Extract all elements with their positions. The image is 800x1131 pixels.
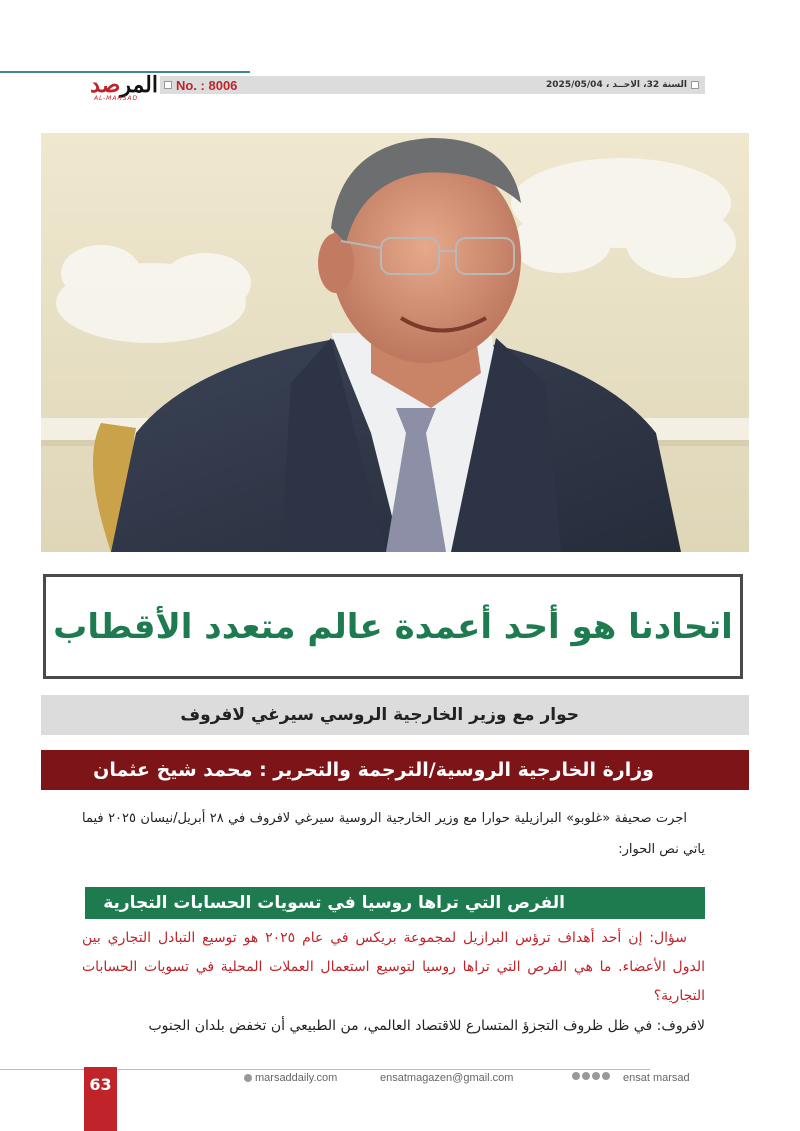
article-title-box bbox=[43, 574, 743, 679]
question-paragraph bbox=[82, 924, 705, 1011]
article-author: وزارة الخارجية الروسية/الترجمة والتحرير : محمد شيخ عثمان bbox=[93, 759, 654, 781]
answer-text: لافروف: في ظل ظروف التجزؤ المتسارع للاقتصاد العالمي، من الطبيعي أن تخفض بلدان الجنوب bbox=[148, 1018, 705, 1034]
footer-website[interactable] bbox=[244, 1072, 337, 1084]
logo bbox=[80, 72, 158, 106]
header-bar bbox=[160, 76, 705, 94]
question-text: سؤال: إن أحد أهداف ترؤس البرازيل لمجموعة بريكس في عام ٢٠٢٥ هو توسيع التبادل التجاري بين الدول الأعضاء. ما هي الفرص التي تراها روسيا لتوسيع استعمال العملات المحلية في تسويات الحسابات التجارية؟ bbox=[82, 930, 705, 1004]
subtitle-bar bbox=[41, 695, 749, 735]
issue-date bbox=[546, 80, 705, 90]
footer-email[interactable] bbox=[380, 1072, 513, 1084]
issue-number-text: No. : 8006 bbox=[176, 77, 238, 93]
page-number: 63 bbox=[84, 1067, 117, 1131]
answer-paragraph bbox=[82, 1012, 705, 1041]
logo-text-black: المر bbox=[120, 72, 158, 98]
intro-text: اجرت صحيفة «غلوبو» البرازيلية حوارا مع وزير الخارجية الروسية سيرغي لافروف في ٢٨ أبريل/نيسان ٢٠٢٥ فيما ياتي نص الحوار: bbox=[82, 811, 705, 857]
facebook-icon[interactable] bbox=[572, 1072, 580, 1080]
portrait-illustration bbox=[41, 133, 749, 552]
section-heading-bar bbox=[85, 887, 705, 919]
issue-number bbox=[160, 78, 237, 93]
square-bullet-icon bbox=[691, 81, 699, 89]
logo-text-red: صد bbox=[90, 72, 121, 98]
article-subtitle: حوار مع وزير الخارجية الروسي سيرغي لافروف bbox=[180, 705, 579, 725]
twitter-icon[interactable] bbox=[582, 1072, 590, 1080]
article-title: اتحادنا هو أحد أعمدة عالم متعدد الأقطاب bbox=[53, 606, 733, 647]
youtube-icon[interactable] bbox=[602, 1072, 610, 1080]
globe-icon bbox=[244, 1074, 252, 1082]
footer-email-text: ensatmagazen@gmail.com bbox=[380, 1072, 514, 1084]
footer-name: ensat marsad bbox=[623, 1072, 690, 1084]
logo-subtext: AL-MARSAD bbox=[94, 95, 139, 102]
instagram-icon[interactable] bbox=[592, 1072, 600, 1080]
square-bullet-icon bbox=[164, 81, 172, 89]
footer-website-text: marsaddaily.com bbox=[255, 1072, 338, 1084]
section-heading: الفرص التي تراها روسيا في تسويات الحسابات التجارية bbox=[103, 893, 565, 913]
article-photo bbox=[41, 133, 749, 552]
footer-social-icons bbox=[572, 1072, 610, 1080]
issue-date-text: السنة 32، الاحــد ، 2025/05/04 bbox=[546, 80, 687, 90]
intro-paragraph bbox=[82, 803, 705, 865]
author-bar bbox=[41, 750, 749, 790]
